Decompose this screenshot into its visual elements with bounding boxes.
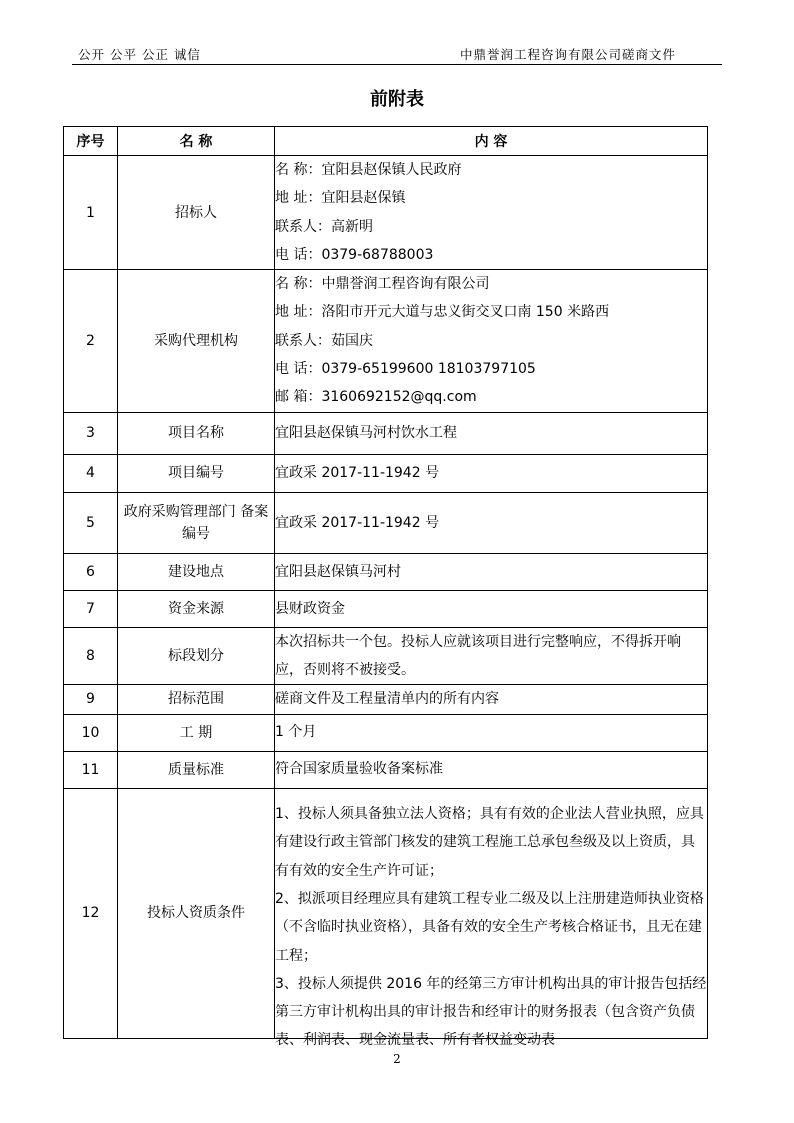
content-clip bbox=[275, 800, 707, 1049]
content-line: 符合国家质量验收备案标准 bbox=[275, 761, 443, 778]
content-line: 宜政采 2017-11-1942 号 bbox=[275, 514, 440, 531]
row-content bbox=[275, 590, 708, 627]
row-number: 7 bbox=[64, 590, 118, 627]
table-row bbox=[64, 454, 708, 492]
row-name: 投标人资质条件 bbox=[118, 788, 275, 1038]
row-name: 标段划分 bbox=[118, 627, 275, 685]
row-name: 项目名称 bbox=[118, 412, 275, 454]
page-number: 2 bbox=[393, 1052, 401, 1066]
header-name: 名 称 bbox=[118, 127, 275, 156]
row-number: 4 bbox=[64, 454, 118, 492]
content-paragraph: 3、投标人须提供 2016 年的经第三方审计机构出具的审计报告包括经第三方审计机构出具的审计报告和经审计的财务报表（包含资产负债表、利润表、现金流量表、所有者权益变动表 bbox=[275, 975, 707, 1049]
table-row bbox=[64, 751, 708, 788]
header-divider bbox=[72, 64, 722, 65]
row-name: 招标人 bbox=[118, 156, 275, 270]
row-name: 采购代理机构 bbox=[118, 270, 275, 412]
content-line: 名 称：中鼎誉润工程咨询有限公司 bbox=[275, 276, 490, 293]
row-content bbox=[275, 412, 708, 454]
row-content bbox=[275, 714, 708, 751]
table-row bbox=[64, 492, 708, 553]
table-row bbox=[64, 156, 708, 270]
row-content bbox=[275, 685, 708, 714]
table-row bbox=[64, 685, 708, 714]
table-row bbox=[64, 270, 708, 412]
content-line: 宜阳县赵保镇马河村 bbox=[275, 563, 401, 580]
table-row bbox=[64, 714, 708, 751]
row-number: 9 bbox=[64, 685, 118, 714]
table-row bbox=[64, 412, 708, 454]
table-row bbox=[64, 627, 708, 685]
row-content bbox=[275, 553, 708, 590]
table-header-row bbox=[64, 127, 708, 156]
content-line: 宜阳县赵保镇马河村饮水工程 bbox=[275, 425, 457, 442]
row-name: 资金来源 bbox=[118, 590, 275, 627]
content-line: 地 址：宜阳县赵保镇 bbox=[275, 190, 406, 207]
row-name: 政府采购管理部门 备案编号 bbox=[118, 492, 275, 553]
content-paragraph: 本次招标共一个包。投标人应就该项目进行完整响应，不得拆开响应，否则将不被接受。 bbox=[275, 633, 681, 678]
content-line: 邮 箱：3160692152@qq.com bbox=[275, 389, 477, 406]
content-line: 联系人：茹国庆 bbox=[275, 332, 373, 349]
row-number: 3 bbox=[64, 412, 118, 454]
table-row bbox=[64, 788, 708, 1038]
content-line: 宜政采 2017-11-1942 号 bbox=[275, 465, 440, 482]
content-line: 联系人：高新明 bbox=[275, 218, 373, 235]
row-content bbox=[275, 627, 708, 685]
row-number: 6 bbox=[64, 553, 118, 590]
page-title: 前附表 bbox=[370, 89, 424, 110]
header-motto: 公开 公平 公正 诚信 bbox=[78, 47, 201, 62]
table-row bbox=[64, 590, 708, 627]
content-line: 电 话：0379-65199600 18103797105 bbox=[275, 361, 536, 378]
row-name: 招标范围 bbox=[118, 685, 275, 714]
content-line: 电 话：0379-68788003 bbox=[275, 246, 434, 263]
row-content bbox=[275, 270, 708, 412]
content-line: 地 址：洛阳市开元大道与忠义街交叉口南 150 米路西 bbox=[275, 304, 610, 321]
row-content bbox=[275, 156, 708, 270]
header-content: 内 容 bbox=[275, 127, 708, 156]
content-line: 磋商文件及工程量清单内的所有内容 bbox=[275, 691, 499, 708]
table-row bbox=[64, 553, 708, 590]
row-content bbox=[275, 788, 708, 1049]
row-number: 1 bbox=[64, 156, 118, 270]
row-number: 2 bbox=[64, 270, 118, 412]
row-number: 5 bbox=[64, 492, 118, 553]
row-name: 工 期 bbox=[118, 714, 275, 751]
header-serial-number: 序号 bbox=[64, 127, 118, 156]
row-number: 8 bbox=[64, 627, 118, 685]
row-number: 10 bbox=[64, 714, 118, 751]
content-line: 名 称：宜阳县赵保镇人民政府 bbox=[275, 162, 462, 178]
row-number: 11 bbox=[64, 751, 118, 788]
row-content bbox=[275, 492, 708, 553]
header-document-title: 中鼎誉润工程咨询有限公司磋商文件 bbox=[459, 47, 676, 62]
row-name: 项目编号 bbox=[118, 454, 275, 492]
row-name: 质量标准 bbox=[118, 751, 275, 788]
row-number: 12 bbox=[64, 788, 118, 1038]
row-content bbox=[275, 454, 708, 492]
row-content bbox=[275, 751, 708, 788]
content-line: 1 个月 bbox=[275, 724, 317, 741]
row-name: 建设地点 bbox=[118, 553, 275, 590]
content-line: 县财政资金 bbox=[275, 600, 345, 617]
content-paragraph: 2、拟派项目经理应具有建筑工程专业二级及以上注册建造师执业资格（不含临时执业资格），具备有效的安全生产考核合格证书，且无在建工程； bbox=[275, 890, 704, 964]
front-appendix-table bbox=[63, 126, 708, 1049]
content-paragraph: 1、投标人须具备独立法人资格；具有有效的企业法人营业执照，应具有建设行政主管部门核发的建筑工程施工总承包叁级及以上资质，具有有效的安全生产许可证； bbox=[275, 806, 704, 879]
